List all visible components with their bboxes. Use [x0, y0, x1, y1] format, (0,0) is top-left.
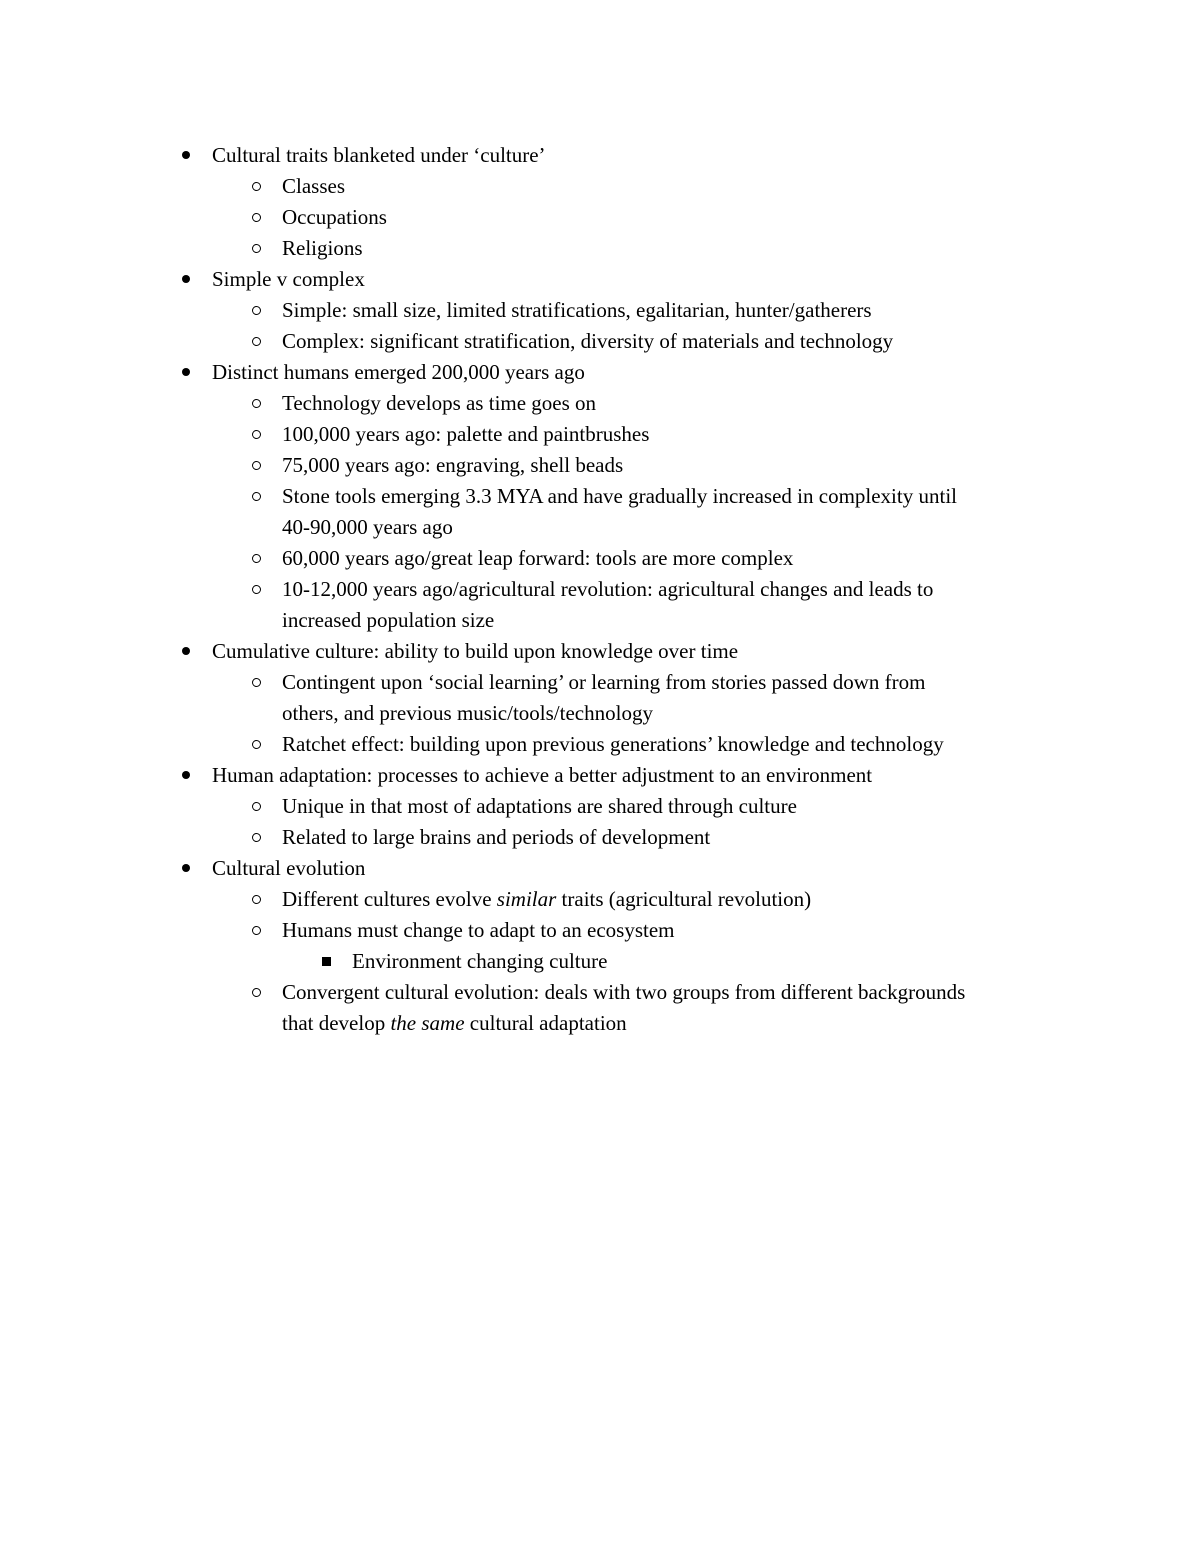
hollow-circle-bullet-icon [246, 419, 266, 450]
list-item-text: Simple v complex [212, 267, 365, 291]
list-item [0, 450, 1200, 481]
list-item-text: Contingent upon ‘social learning’ or learning from stories passed down from [282, 670, 926, 694]
hollow-circle-bullet-icon [246, 884, 266, 915]
list-item [0, 264, 1200, 295]
hollow-circle-bullet-icon [246, 388, 266, 419]
list-item-text [282, 1008, 627, 1039]
filled-circle-bullet-icon [176, 357, 196, 388]
list-item-text: Human adaptation: processes to achieve a better adjustment to an environment [212, 763, 873, 787]
list-item [0, 667, 1200, 698]
list-item [0, 326, 1200, 357]
document-page [0, 140, 1200, 1039]
list-item [0, 853, 1200, 884]
text-run: cultural adaptation [464, 1011, 627, 1035]
list-item-text: Classes [282, 174, 345, 198]
filled-circle-bullet-icon [176, 636, 196, 667]
list-item-continuation [0, 698, 1200, 729]
italic-text-run: the same [390, 1011, 465, 1035]
list-item-text: 60,000 years ago/great leap forward: tools are more complex [282, 546, 794, 570]
list-item-text: 40-90,000 years ago [282, 515, 453, 539]
list-item-text: Stone tools emerging 3.3 MYA and have gradually increased in complexity until [282, 484, 957, 508]
list-item [0, 574, 1200, 605]
list-item-continuation [0, 512, 1200, 543]
hollow-circle-bullet-icon [246, 543, 266, 574]
list-item-text: increased population size [282, 608, 495, 632]
list-item-text: Cultural evolution [212, 856, 366, 880]
text-run: that develop [282, 1011, 391, 1035]
list-item [0, 357, 1200, 388]
list-item-text: Simple: small size, limited stratifications, egalitarian, hunter/gatherers [282, 298, 872, 322]
list-item-text: Cumulative culture: ability to build upon knowledge over time [212, 639, 739, 663]
list-item-text: Related to large brains and periods of development [282, 825, 711, 849]
list-item-text: Occupations [282, 205, 387, 229]
filled-circle-bullet-icon [176, 140, 196, 171]
text-run: Different cultures evolve [282, 887, 497, 911]
hollow-circle-bullet-icon [246, 481, 266, 512]
list-item-text: Humans must change to adapt to an ecosystem [282, 918, 675, 942]
hollow-circle-bullet-icon [246, 822, 266, 853]
hollow-circle-bullet-icon [246, 171, 266, 202]
hollow-circle-bullet-icon [246, 574, 266, 605]
list-item-continuation [0, 1008, 1200, 1039]
list-item [0, 977, 1200, 1008]
list-item-text: Complex: significant stratification, diversity of materials and technology [282, 329, 894, 353]
hollow-circle-bullet-icon [246, 295, 266, 326]
list-item-text: Environment changing culture [352, 949, 608, 973]
filled-circle-bullet-icon [176, 853, 196, 884]
list-item-continuation [0, 605, 1200, 636]
list-item-text: Unique in that most of adaptations are shared through culture [282, 794, 797, 818]
hollow-circle-bullet-icon [246, 977, 266, 1008]
list-item-text: others, and previous music/tools/technology [282, 701, 653, 725]
hollow-circle-bullet-icon [246, 667, 266, 698]
list-item [0, 822, 1200, 853]
list-item-text: Convergent cultural evolution: deals with two groups from different backgrounds [282, 980, 966, 1004]
italic-text-run: similar [496, 887, 557, 911]
list-item-text: 75,000 years ago: engraving, shell beads [282, 453, 624, 477]
list-item [0, 481, 1200, 512]
hollow-circle-bullet-icon [246, 202, 266, 233]
list-item [0, 915, 1200, 946]
list-item-text: Technology develops as time goes on [282, 391, 597, 415]
list-item [0, 636, 1200, 667]
list-item [0, 140, 1200, 171]
list-item-text [282, 884, 811, 915]
list-item [0, 295, 1200, 326]
list-item-text: Religions [282, 236, 363, 260]
list-item [0, 884, 1200, 915]
list-item [0, 946, 1200, 977]
hollow-circle-bullet-icon [246, 233, 266, 264]
filled-square-bullet-icon [316, 946, 336, 977]
list-item [0, 760, 1200, 791]
list-item-text: Distinct humans emerged 200,000 years ago [212, 360, 585, 384]
list-item [0, 171, 1200, 202]
list-item-text: Cultural traits blanketed under ‘culture’ [212, 143, 546, 167]
hollow-circle-bullet-icon [246, 326, 266, 357]
hollow-circle-bullet-icon [246, 450, 266, 481]
list-item [0, 419, 1200, 450]
list-item [0, 233, 1200, 264]
hollow-circle-bullet-icon [246, 729, 266, 760]
list-item-text: 100,000 years ago: palette and paintbrushes [282, 422, 650, 446]
filled-circle-bullet-icon [176, 264, 196, 295]
filled-circle-bullet-icon [176, 760, 196, 791]
text-run: traits (agricultural revolution) [556, 887, 812, 911]
list-item [0, 388, 1200, 419]
list-item [0, 202, 1200, 233]
list-item [0, 791, 1200, 822]
hollow-circle-bullet-icon [246, 915, 266, 946]
list-item-text: 10-12,000 years ago/agricultural revolution: agricultural changes and leads to [282, 577, 934, 601]
hollow-circle-bullet-icon [246, 791, 266, 822]
list-item [0, 543, 1200, 574]
list-item [0, 729, 1200, 760]
list-item-text: Ratchet effect: building upon previous generations’ knowledge and technology [282, 732, 944, 756]
